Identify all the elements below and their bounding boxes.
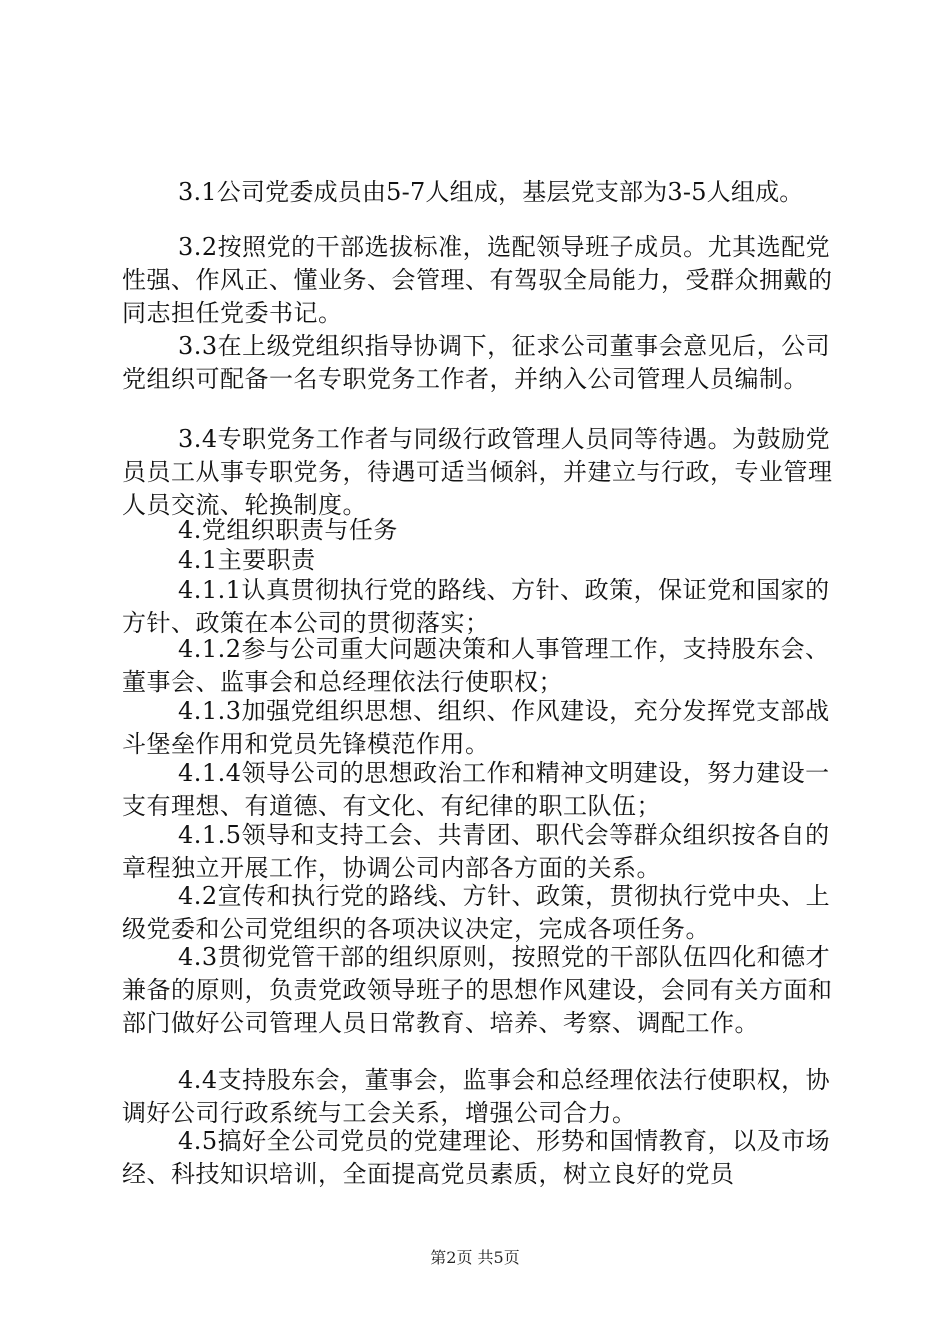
paragraph-3-1: 3.1公司党委成员由5-7人组成，基层党支部为3-5人组成。 (178, 178, 804, 206)
page-footer: 第2页 共5页 (430, 1248, 520, 1267)
paragraph-4-2: 4.2宣传和执行党的路线、方针、政策，贯彻执行党中央、上级党委和公司党组织的各项决议决定，完成各项任务。 (122, 882, 831, 943)
paragraph-4-1-5: 4.1.5领导和支持工会、共青团、职代会等群众组织按各自的章程独立开展工作，协调公司内部各方面的关系。 (122, 821, 830, 882)
paragraph-3-4: 3.4专职党务工作者与同级行政管理人员同等待遇。为鼓励党员员工从事专职党务，待遇可适当倾斜，并建立与行政，专业管理人员交流、轮换制度。 (122, 425, 833, 519)
subsection-heading-4-1: 4.1主要职责 (178, 546, 316, 574)
paragraph-4-5: 4.5搞好全公司党员的党建理论、形势和国情教育，以及市场经、科技知识培训，全面提高党员素质，树立良好的党员 (122, 1127, 831, 1188)
paragraph-4-4: 4.4支持股东会，董事会，监事会和总经理依法行使职权，协调好公司行政系统与工会关系，增强公司合力。 (122, 1066, 831, 1127)
paragraph-4-3: 4.3贯彻党管干部的组织原则，按照党的干部队伍四化和德才兼备的原则，负责党政领导班子的思想作风建设，会同有关方面和部门做好公司管理人员日常教育、培养、考察、调配工作。 (122, 943, 833, 1037)
paragraph-3-3: 3.3在上级党组织指导协调下，征求公司董事会意见后，公司党组织可配备一名专职党务工作者，并纳入公司管理人员编制。 (122, 332, 831, 393)
paragraph-4-1-2: 4.1.2参与公司重大问题决策和人事管理工作，支持股东会、董事会、监事会和总经理依法行使职权； (122, 635, 830, 696)
paragraph-4-1-1: 4.1.1认真贯彻执行党的路线、方针、政策，保证党和国家的方针、政策在本公司的贯彻落实； (122, 576, 830, 637)
section-heading-4: 4.党组织职责与任务 (178, 516, 398, 544)
paragraph-3-2: 3.2按照党的干部选拔标准，选配领导班子成员。尤其选配党性强、作风正、懂业务、会管理、有驾驭全局能力，受群众拥戴的同志担任党委书记。 (122, 233, 833, 327)
paragraph-4-1-4: 4.1.4领导公司的思想政治工作和精神文明建设，努力建设一支有理想、有道德、有文化、有纪律的职工队伍； (122, 759, 830, 820)
paragraph-4-1-3: 4.1.3加强党组织思想、组织、作风建设，充分发挥党支部战斗堡垒作用和党员先锋模范作用。 (122, 697, 830, 758)
